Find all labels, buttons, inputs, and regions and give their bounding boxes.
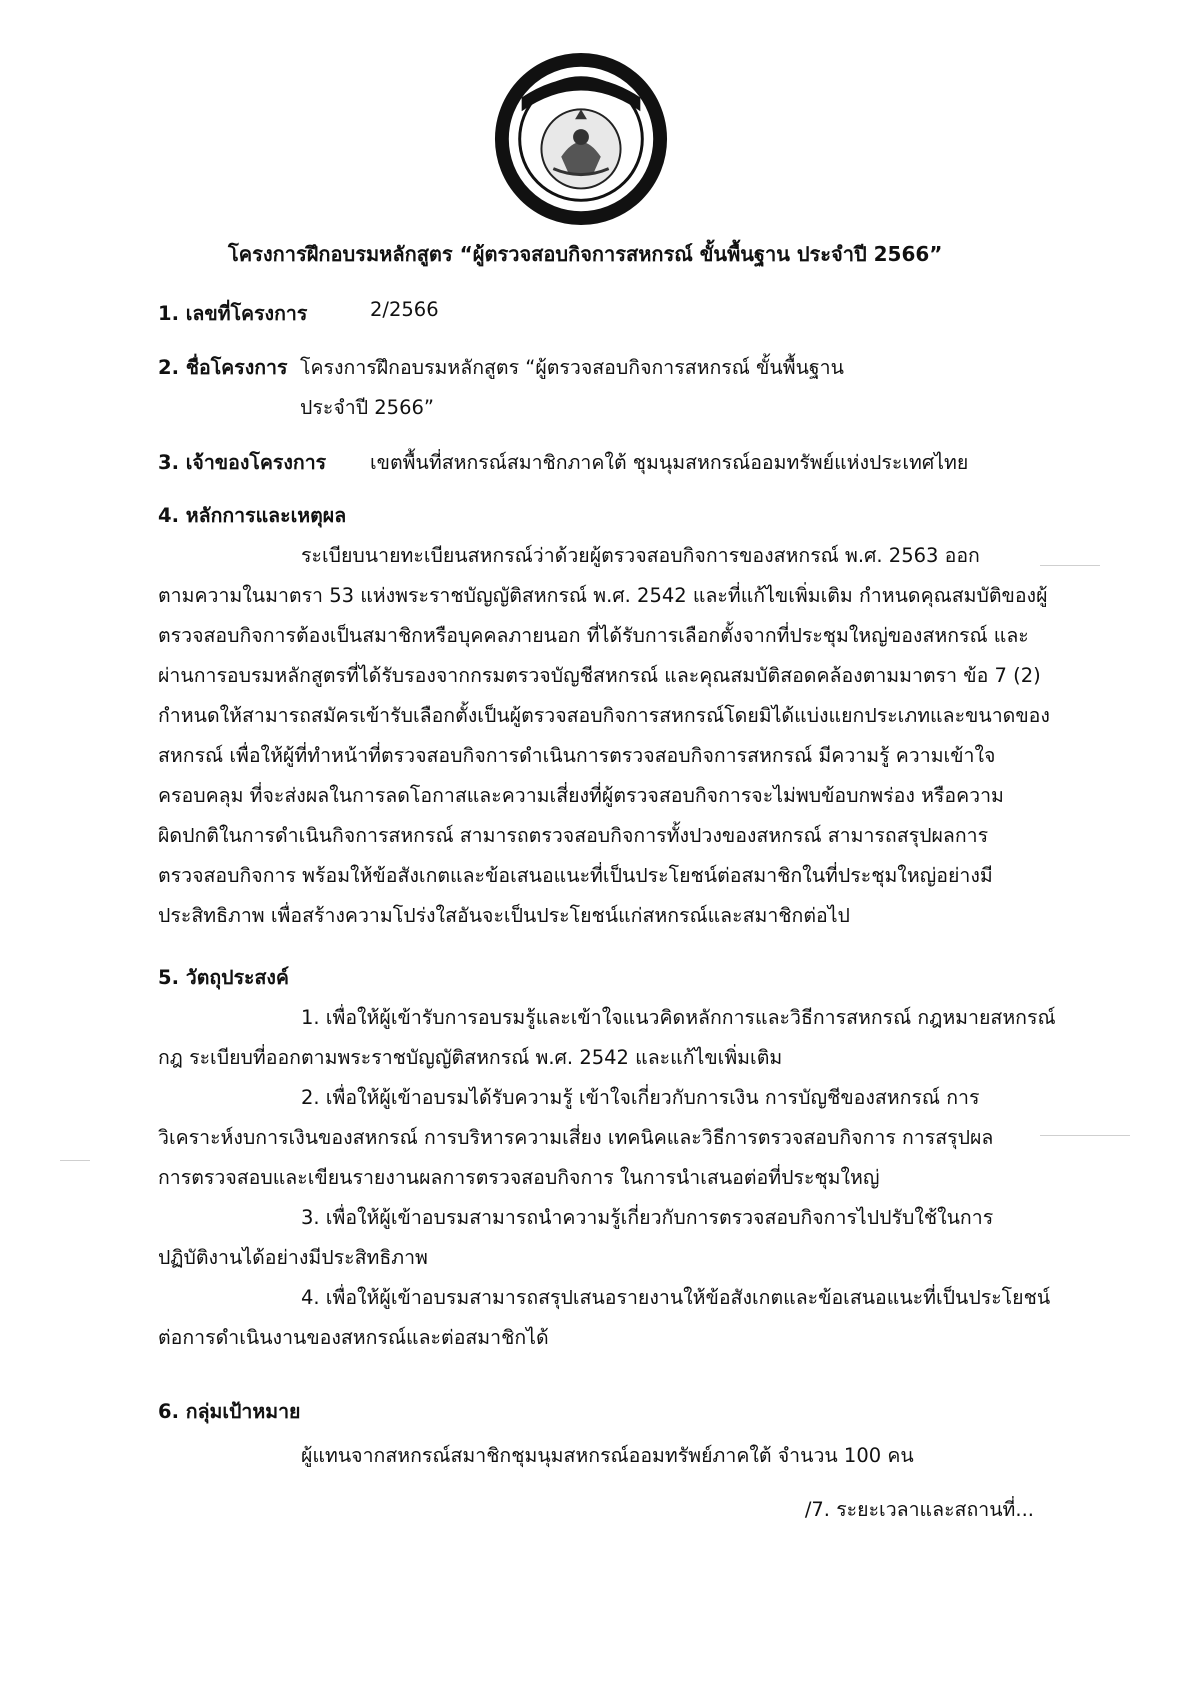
project-name-line-2: ประจำปี 2566”: [300, 396, 435, 419]
target-group-heading: 6. กลุ่มเป้าหมาย: [158, 1400, 301, 1423]
project-number-value: 2/2566: [370, 298, 439, 321]
objective-line: 2. เพื่อให้ผู้เข้าอบรมได้รับความรู้ เข้าใจเกี่ยวกับการเงิน การบัญชีของสหกรณ์ การ: [301, 1086, 980, 1109]
target-group-value: ผู้แทนจากสหกรณ์สมาชิกชุมนุมสหกรณ์ออมทรัพย์ภาคใต้ จำนวน 100 คน: [301, 1444, 914, 1467]
objective-line: 1. เพื่อให้ผู้เข้ารับการอบรมรู้และเข้าใจแนวคิดหลักการและวิธีการสหกรณ์ กฎหมายสหกรณ์: [301, 1006, 1056, 1029]
rationale-heading: 4. หลักการและเหตุผล: [158, 504, 347, 527]
objective-line: วิเคราะห์งบการเงินของสหกรณ์ การบริหารความเสี่ยง เทคนิคและวิธีการตรวจสอบกิจการ การสรุปผล: [158, 1126, 994, 1149]
objective-line: ปฏิบัติงานได้อย่างมีประสิทธิภาพ: [158, 1246, 428, 1269]
objective-line: 4. เพื่อให้ผู้เข้าอบรมสามารถสรุปเสนอรายงานให้ข้อสังเกตและข้อเสนอแนะที่เป็นประโยชน์: [301, 1286, 1051, 1309]
objective-line: กฎ ระเบียบที่ออกตามพระราชบัญญัติสหกรณ์ พ.ศ. 2542 และแก้ไขเพิ่มเติม: [158, 1046, 783, 1069]
objectives-heading: 5. วัตถุประสงค์: [158, 966, 289, 989]
scan-mark: [1040, 565, 1100, 566]
rationale-line: ครอบคลุม ที่จะส่งผลในการลดโอกาสและความเสี่ยงที่ผู้ตรวจสอบกิจการจะไม่พบข้อบกพร่อง หรือความ: [158, 784, 1004, 807]
objective-line: การตรวจสอบและเขียนรายงานผลการตรวจสอบกิจการ ในการนำเสนอต่อที่ประชุมใหญ่: [158, 1166, 880, 1189]
logo-emblem-icon: [492, 50, 670, 228]
rationale-paragraph: [158, 536, 1050, 936]
rationale-line: ตรวจสอบกิจการ พร้อมให้ข้อสังเกตและข้อเสนอแนะที่เป็นประโยชน์ต่อสมาชิกในที่ประชุมใหญ่อย่างมี: [158, 864, 993, 887]
project-owner-label: 3. เจ้าของโครงการ: [158, 451, 327, 474]
project-owner-value: เขตพื้นที่สหกรณ์สมาชิกภาคใต้ ชุมนุมสหกรณ์ออมทรัพย์แห่งประเทศไทย: [370, 451, 969, 474]
rationale-line: ผิดปกติในการดำเนินกิจการสหกรณ์ สามารถตรวจสอบกิจการทั้งปวงของสหกรณ์ สามารถสรุปผลการ: [158, 824, 989, 847]
project-number-label: 1. เลขที่โครงการ: [158, 302, 308, 325]
document-title: โครงการฝึกอบรมหลักสูตร “ผู้ตรวจสอบกิจการสหกรณ์ ขั้นพื้นฐาน ประจำปี 2566”: [228, 242, 943, 266]
rationale-line: กำหนดให้สามารถสมัครเข้ารับเลือกตั้งเป็นผู้ตรวจสอบกิจการสหกรณ์โดยมิได้แบ่งแยกประเภทและขนาดของ: [158, 704, 1050, 727]
objectives-list: [158, 998, 1056, 1358]
rationale-line: ตามความในมาตรา 53 แห่งพระราชบัญญัติสหกรณ์ พ.ศ. 2542 และที่แก้ไขเพิ่มเติม กำหนดคุณสมบัติของผู้: [158, 584, 1048, 607]
objective-line: 3. เพื่อให้ผู้เข้าอบรมสามารถนำความรู้เกี่ยวกับการตรวจสอบกิจการไปปรับใช้ในการ: [301, 1206, 994, 1229]
scan-mark: [1040, 1135, 1130, 1136]
continuation-note: /7. ระยะเวลาและสถานที่...: [804, 1498, 1034, 1521]
rationale-line: ตรวจสอบกิจการต้องเป็นสมาชิกหรือบุคคลภายนอก ที่ได้รับการเลือกตั้งจากที่ประชุมใหญ่ของสหกรณ์ และ: [158, 624, 1029, 647]
scan-mark: [60, 1160, 90, 1161]
organization-logo: [492, 50, 670, 228]
project-name-label: 2. ชื่อโครงการ: [158, 356, 288, 379]
objective-line: ต่อการดำเนินงานของสหกรณ์และต่อสมาชิกได้: [158, 1326, 549, 1349]
rationale-line: ระเบียบนายทะเบียนสหกรณ์ว่าด้วยผู้ตรวจสอบกิจการของสหกรณ์ พ.ศ. 2563 ออก: [301, 544, 980, 567]
project-name-line-1: โครงการฝึกอบรมหลักสูตร “ผู้ตรวจสอบกิจการสหกรณ์ ขั้นพื้นฐาน: [300, 356, 844, 379]
rationale-line: ผ่านการอบรมหลักสูตรที่ได้รับรองจากกรมตรวจบัญชีสหกรณ์ และคุณสมบัติสอดคล้องตามมาตรา ข้อ 7 (2): [158, 664, 1041, 687]
rationale-line: สหกรณ์ เพื่อให้ผู้ที่ทำหน้าที่ตรวจสอบกิจการดำเนินการตรวจสอบกิจการสหกรณ์ มีความรู้ ความเข้าใจ: [158, 744, 996, 767]
rationale-line: ประสิทธิภาพ เพื่อสร้างความโปร่งใสอันจะเป็นประโยชน์แก่สหกรณ์และสมาชิกต่อไป: [158, 904, 850, 927]
